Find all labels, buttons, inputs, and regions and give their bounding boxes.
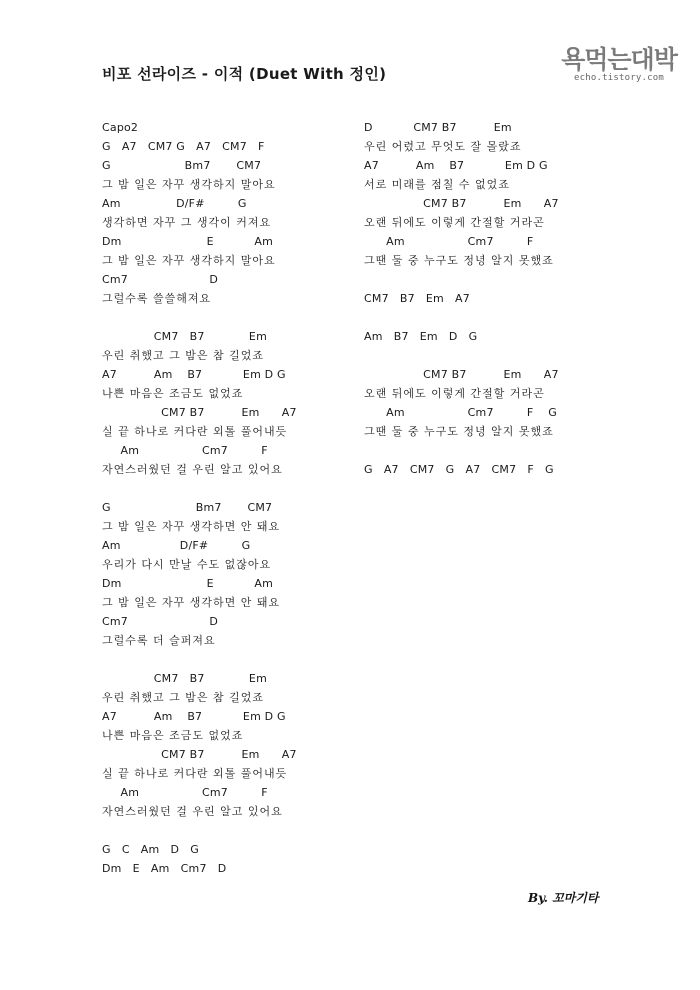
blank-line (102, 308, 402, 327)
chord-line: Am D/F# G (102, 197, 247, 210)
lyric-line: 오랜 뒤에도 이렇게 간절할 거라곤 (364, 387, 545, 400)
blank-line (364, 308, 664, 327)
lyric-line: 실 끝 하나로 커다란 외톨 풀어내듯 (102, 425, 288, 438)
chord-line: CM7 B7 Em A7 (364, 197, 559, 210)
lyric-line: 실 끝 하나로 커다란 외톨 풀어내듯 (102, 767, 288, 780)
lyric-line: 그럴수록 쓸쓸해져요 (102, 292, 212, 305)
chord-line: Dm E Am Cm7 D (102, 862, 227, 875)
chord-line: Am Cm7 F (102, 444, 268, 457)
blank-line (102, 479, 402, 498)
chord-line: A7 Am B7 Em D G (364, 159, 548, 172)
chord-line: Am B7 Em D G (364, 330, 478, 343)
lyric-line: 나쁜 마음은 조금도 없었죠 (102, 729, 244, 742)
chord-line: Am Cm7 F (102, 786, 268, 799)
lyric-line: 그 밤 일은 자꾸 생각하지 말아요 (102, 254, 276, 267)
chord-line: D CM7 B7 Em (364, 121, 512, 134)
author-signature: By. 꼬마기타 (528, 891, 599, 905)
chord-line: Cm7 D (102, 615, 218, 628)
chord-line: Am Cm7 F (364, 235, 534, 248)
chord-line: G Bm7 CM7 (102, 159, 262, 172)
lyric-line: 그럴수록 더 슬퍼져요 (102, 634, 216, 647)
chord-line: Am D/F# G (102, 539, 251, 552)
lyric-line: 생각하면 자꾸 그 생각이 커져요 (102, 216, 272, 229)
logo-main-text: 욕먹는대박 (561, 45, 677, 74)
lyric-line: 그 밤 일은 자꾸 생각하면 안 돼요 (102, 520, 281, 533)
lyric-line: 오랜 뒤에도 이렇게 간절할 거라곤 (364, 216, 545, 229)
chord-line: G C Am D G (102, 843, 199, 856)
chord-line: CM7 B7 Em A7 (364, 368, 559, 381)
lyric-line: 우린 어렸고 무엇도 잘 몰랐죠 (364, 140, 522, 153)
blank-line (364, 346, 664, 365)
lyric-line: 그땐 둘 중 누구도 정녕 알지 못했죠 (364, 425, 554, 438)
chord-line: CM7 B7 Em A7 (102, 748, 297, 761)
blank-line (102, 650, 402, 669)
lyric-line: 자연스러웠던 걸 우린 알고 있어요 (102, 805, 283, 818)
chord-line: G A7 CM7 G A7 CM7 F G (364, 463, 554, 476)
site-logo (560, 46, 678, 83)
lyric-line: 우리가 다시 만날 수도 없잖아요 (102, 558, 272, 571)
chord-line: G Bm7 CM7 (102, 501, 273, 514)
blank-line (364, 270, 664, 289)
left-column (102, 118, 402, 878)
right-column (364, 118, 664, 479)
lyric-line: 자연스러웠던 걸 우린 알고 있어요 (102, 463, 283, 476)
blank-line (102, 821, 402, 840)
lyric-line: 우린 취했고 그 밤은 참 길었죠 (102, 691, 264, 704)
song-title: 비포 선라이즈 - 이적 (Duet With 정인) (102, 65, 387, 83)
chord-line: G A7 CM7 G A7 CM7 F (102, 140, 265, 153)
chord-line: A7 Am B7 Em D G (102, 368, 286, 381)
logo-url-text: echo.tistory.com (574, 73, 664, 83)
chord-line: Cm7 D (102, 273, 218, 286)
chord-line: A7 Am B7 Em D G (102, 710, 286, 723)
chord-line: Dm E Am (102, 235, 274, 248)
lyric-line: 나쁜 마음은 조금도 없었죠 (102, 387, 244, 400)
lyric-line: 서로 미래를 점칠 수 없었죠 (364, 178, 510, 191)
chord-line: CM7 B7 Em (102, 672, 267, 685)
chord-line: CM7 B7 Em (102, 330, 267, 343)
chord-line: CM7 B7 Em A7 (364, 292, 470, 305)
chord-line: Dm E Am (102, 577, 274, 590)
lyric-line: 그 밤 일은 자꾸 생각하지 말아요 (102, 178, 276, 191)
chord-line: CM7 B7 Em A7 (102, 406, 297, 419)
lyric-line: 그땐 둘 중 누구도 정녕 알지 못했죠 (364, 254, 554, 267)
chord-line: Am Cm7 F G (364, 406, 557, 419)
lyric-line: 그 밤 일은 자꾸 생각하면 안 돼요 (102, 596, 281, 609)
chord-line: Capo2 (102, 121, 139, 134)
lyric-line: 우린 취했고 그 밤은 참 길었죠 (102, 349, 264, 362)
blank-line (364, 441, 664, 460)
